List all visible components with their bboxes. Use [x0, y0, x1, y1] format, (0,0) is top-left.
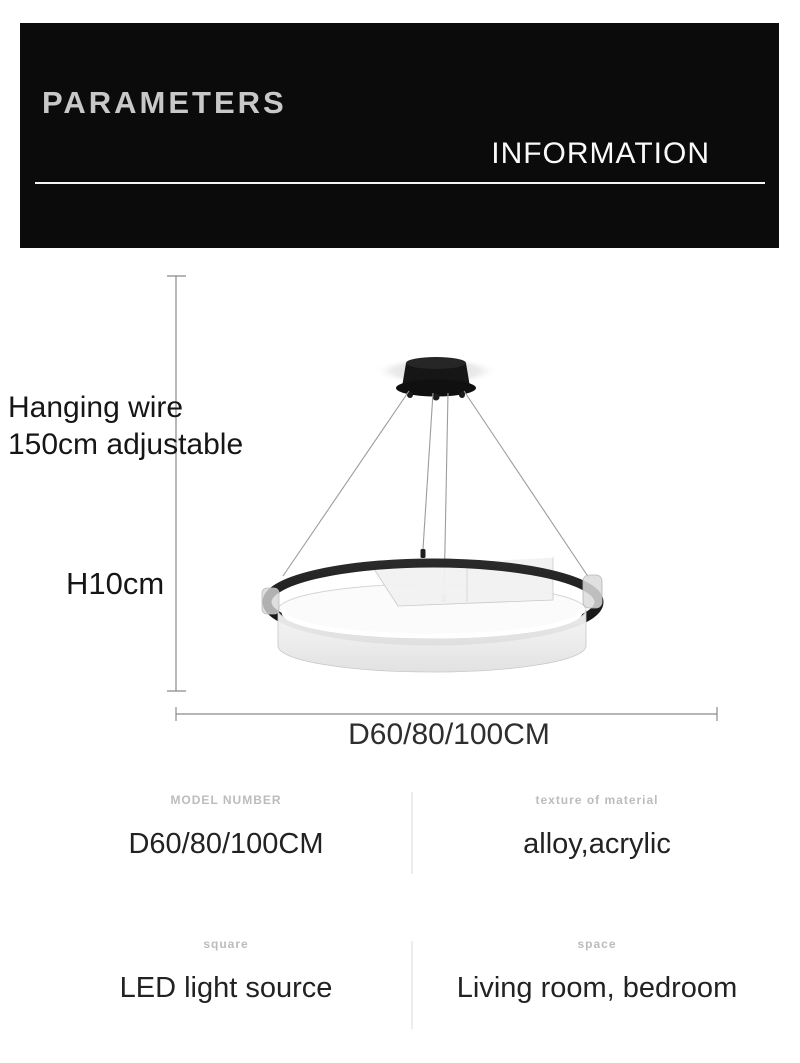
spec-cell-light-source: [40, 937, 412, 1005]
lamp-illustration: [0, 250, 800, 750]
lamp-canopy: [396, 357, 476, 401]
spec-grid-divider: [411, 941, 413, 1029]
spec-value: LED light source: [119, 972, 333, 1004]
spec-label: MODEL NUMBER: [170, 793, 282, 807]
height-annotation: H10cm: [66, 566, 165, 601]
spec-cell-model-number: [40, 793, 412, 861]
hanging-wire-line1: Hanging wire: [8, 391, 184, 424]
banner-subtitle: INFORMATION: [491, 137, 710, 170]
spec-value: Living room, bedroom: [456, 972, 738, 1004]
spec-cell-material: [412, 793, 782, 861]
ring-clamp-left: [262, 588, 279, 614]
header-banner: [20, 23, 779, 248]
hanging-wire-annotation: [8, 389, 243, 463]
spec-cell-space: [412, 937, 782, 1005]
wire-ferrule: [421, 549, 426, 558]
spec-value: alloy,acrylic: [523, 828, 671, 860]
diameter-annotation: D60/80/100CM: [348, 718, 550, 751]
spec-value: D60/80/100CM: [128, 828, 324, 860]
banner-divider-line: [35, 182, 765, 184]
spec-label: space: [577, 937, 617, 951]
spec-label: texture of material: [535, 793, 659, 807]
spec-grid-divider: [411, 792, 413, 874]
ring-clamp-right: [583, 575, 602, 608]
dimension-line-vertical: [167, 276, 186, 691]
banner-title: PARAMETERS: [42, 85, 287, 120]
hanging-wire-line2: 150cm adjustable: [8, 428, 244, 461]
spec-label: square: [203, 937, 249, 951]
